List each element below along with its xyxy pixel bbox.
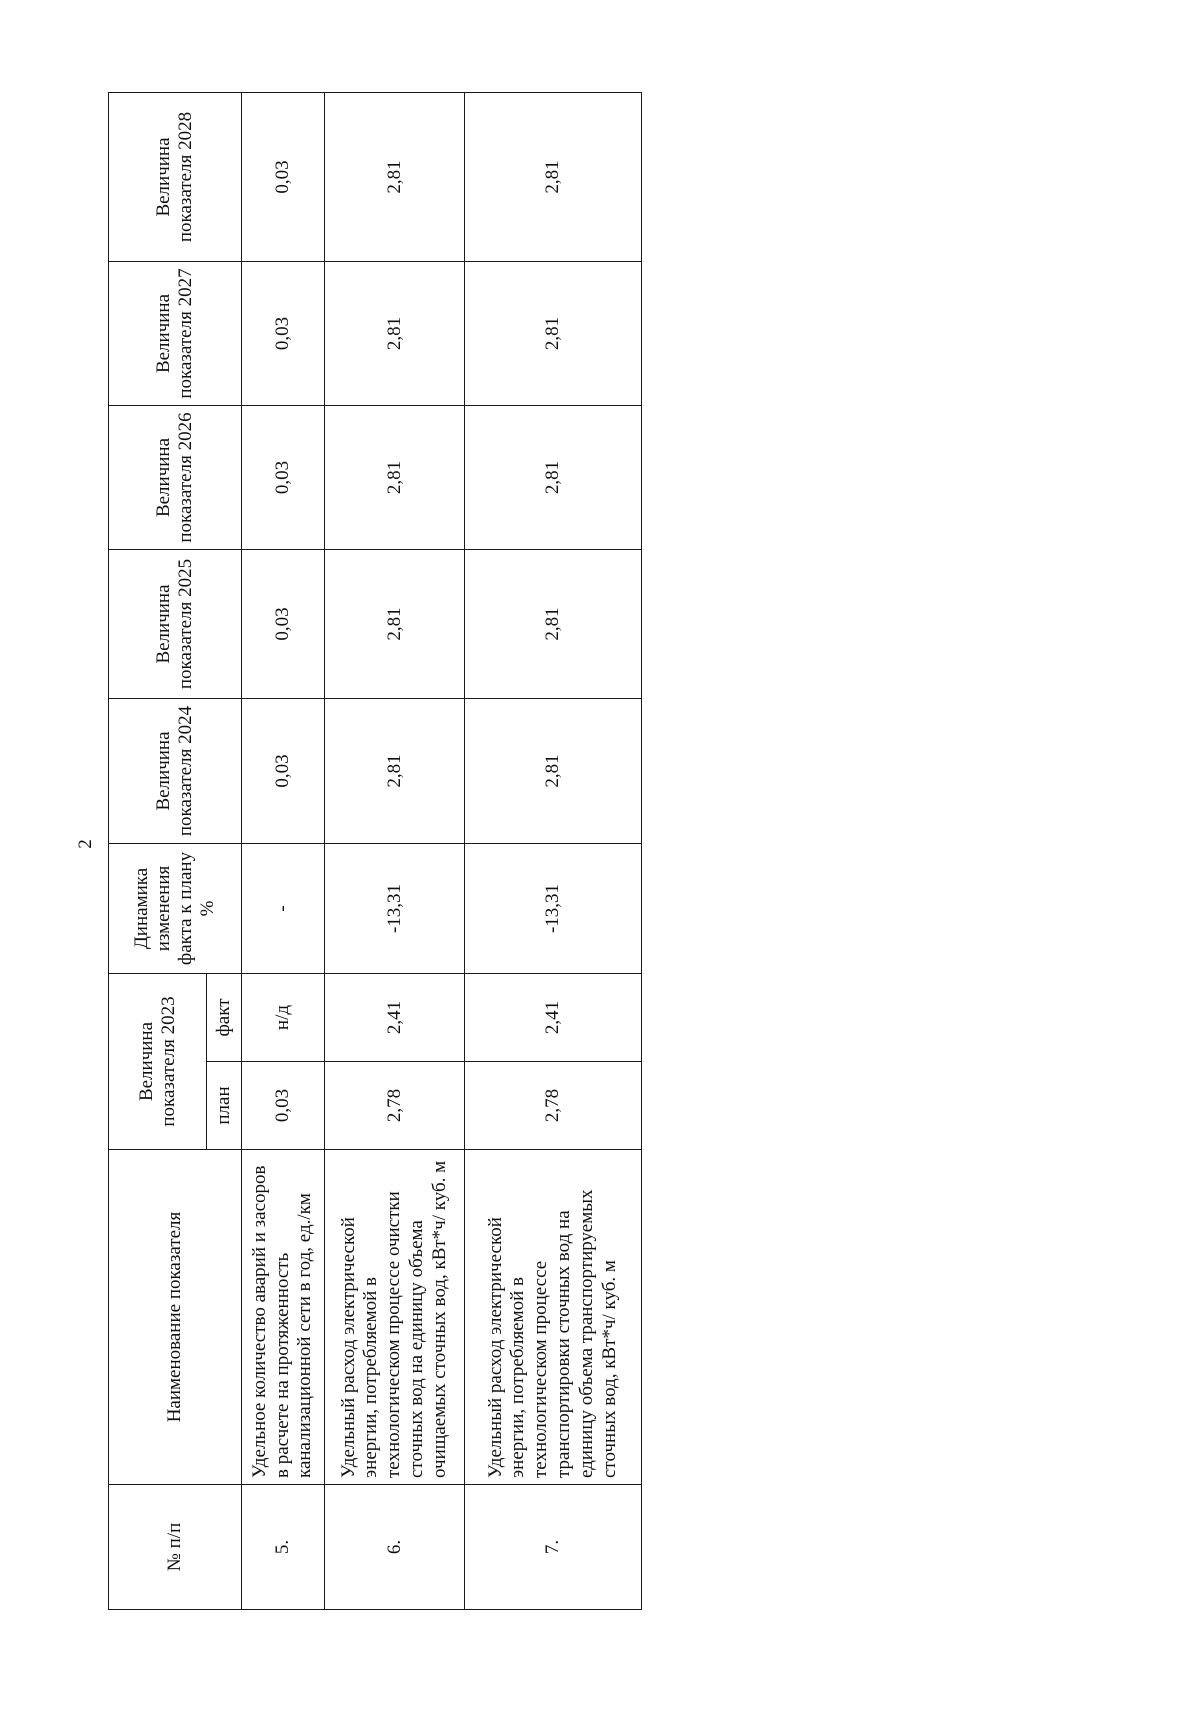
row-value-2025: 2,81 — [465, 550, 642, 699]
header-dynamics: Динамика изменения факта к плану % — [109, 844, 242, 974]
header-value-2028: Величина показателя 2028 — [109, 93, 242, 262]
row-value-2025: 2,81 — [325, 550, 465, 699]
row-fact: 2,41 — [325, 974, 465, 1062]
header-value-2026: Величина показателя 2026 — [109, 406, 242, 550]
row-num: 7. — [465, 1485, 642, 1610]
row-value-2024: 2,81 — [325, 699, 465, 844]
row-value-2028: 2,81 — [465, 93, 642, 262]
header-fact: факт — [207, 974, 242, 1062]
row-dynamics: - — [242, 844, 325, 974]
row-value-2026: 2,81 — [465, 406, 642, 550]
indicators-table — [108, 92, 642, 1610]
row-plan: 2,78 — [465, 1062, 642, 1150]
rotated-table-wrapper — [108, 93, 641, 1610]
row-num: 5. — [242, 1485, 325, 1610]
row-value-2026: 0,03 — [242, 406, 325, 550]
header-plan: план — [207, 1062, 242, 1150]
row-num: 6. — [325, 1485, 465, 1610]
row-name: Удельный расход электрической энергии, потребляемой в технологическом процессе транспортировки сточных вод на единицу объема транспортируемых сточных вод, кВт*ч/ куб. м — [465, 1150, 642, 1485]
row-value-2024: 0,03 — [242, 699, 325, 844]
row-value-2024: 2,81 — [465, 699, 642, 844]
row-dynamics: -13,31 — [465, 844, 642, 974]
header-row — [109, 93, 207, 1610]
header-value-2024: Величина показателя 2024 — [109, 699, 242, 844]
row-fact: н/д — [242, 974, 325, 1062]
table-row — [242, 93, 325, 1610]
row-value-2027: 2,81 — [325, 262, 465, 406]
table-row — [465, 93, 642, 1610]
header-value-2023: Величина показателя 2023 — [109, 974, 207, 1150]
header-value-2027: Величина показателя 2027 — [109, 262, 242, 406]
row-value-2025: 0,03 — [242, 550, 325, 699]
row-plan: 0,03 — [242, 1062, 325, 1150]
row-name: Удельное количество аварий и засоров в расчете на протяженность канализационной сети в год, ед./км — [242, 1150, 325, 1485]
row-value-2027: 2,81 — [465, 262, 642, 406]
header-name: Наименование показателя — [109, 1150, 242, 1485]
row-name: Удельный расход электрической энергии, потребляемой в технологическом процессе очистки сточных вод на единицу объема очищаемых сточных вод, кВт*ч/ куб. м — [325, 1150, 465, 1485]
page-number: 2 — [75, 839, 96, 849]
row-dynamics: -13,31 — [325, 844, 465, 974]
row-value-2026: 2,81 — [325, 406, 465, 550]
row-plan: 2,78 — [325, 1062, 465, 1150]
row-value-2028: 2,81 — [325, 93, 465, 262]
row-value-2027: 0,03 — [242, 262, 325, 406]
row-value-2028: 0,03 — [242, 93, 325, 262]
table-row — [325, 93, 465, 1610]
header-num: № п/п — [109, 1485, 242, 1610]
row-fact: 2,41 — [465, 974, 642, 1062]
header-value-2025: Величина показателя 2025 — [109, 550, 242, 699]
